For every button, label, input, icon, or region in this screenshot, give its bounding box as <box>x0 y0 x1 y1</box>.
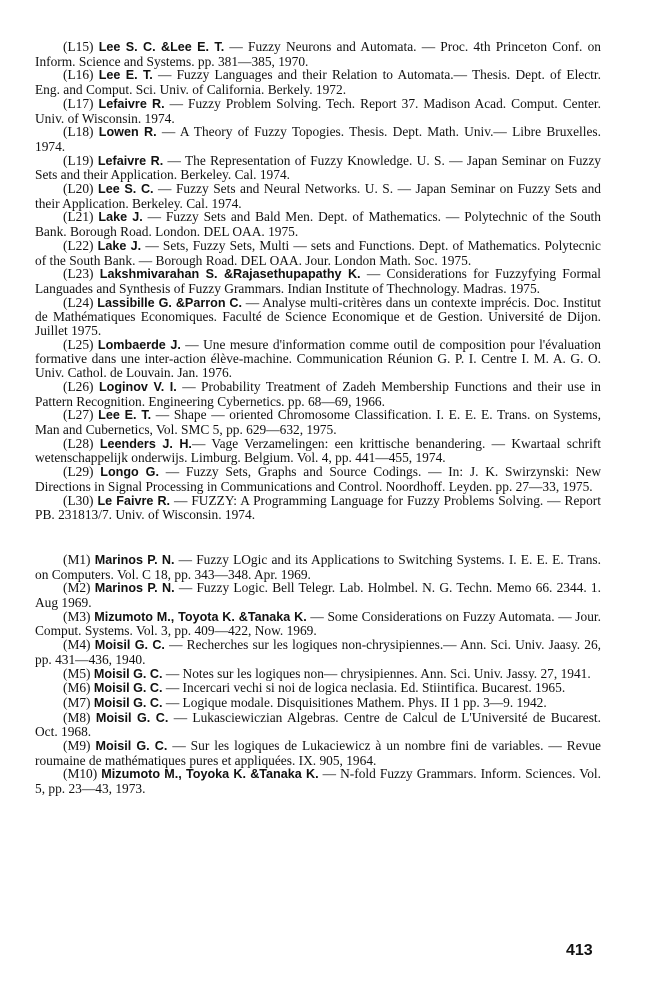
reference-authors: Lombaerde J. <box>97 337 181 352</box>
reference-entry <box>35 681 601 696</box>
reference-text: — Fuzzy LOgic and its Applications to Switching Systems. I. E. E. E. Trans. on Computers. Vol. C 18, pp. 343—348. Apr. 1969. <box>35 551 601 582</box>
reference-text: — Fuzzy Neurons and Automata. — Proc. 4th Princeton Conf. on Inform. Science and Systems. pp. 381—385, 1970. <box>35 39 601 69</box>
reference-authors: Lefaivre R. <box>97 153 164 168</box>
reference-authors: Lake J. <box>98 210 143 225</box>
reference-text: — Considerations for Fuzzyfying Formal Languades and Synthesis of Fuzzy Grammars. Indian Institute of Thechnology. Madras. 1975. <box>35 266 601 296</box>
references-section-m <box>35 553 601 796</box>
reference-authors: Moisil G. C. <box>95 739 168 754</box>
reference-authors: Loginov V. I. <box>98 379 177 394</box>
reference-authors: Lefaivre R. <box>98 96 165 111</box>
reference-text: — Lukasciewiczian Algebras. Centre de Calcul de L'Université de Bucarest. Oct. 1968. <box>35 709 601 740</box>
reference-entry <box>35 267 601 295</box>
reference-id: (M5) <box>63 665 91 681</box>
reference-authors: Mizumoto M., Toyoka K. &Tanaka K. <box>101 767 319 782</box>
reference-id: (M1) <box>63 551 91 567</box>
section-gap <box>35 522 601 553</box>
reference-entry <box>35 553 601 581</box>
reference-entry <box>35 767 601 795</box>
reference-text: — Logique modale. Disquisitiones Mathem. Phys. II 1 pp. 3—9. 1942. <box>162 694 547 710</box>
reference-text: — Fuzzy Logic. Bell Telegr. Lab. Holmbel. N. G. Techn. Memo 66. 2344. 1. Aug 1969. <box>35 580 601 611</box>
reference-entry <box>35 68 601 96</box>
reference-text: — Analyse multi-critères dans un contexte imprécis. Doc. Institut de Mathématiques Economiques. Faculté de Science Economique et de Gestion. Université de Dijon. Juillet 1975. <box>35 294 601 339</box>
reference-id: (L20) <box>63 181 94 197</box>
reference-authors: Lee E. T. <box>98 408 152 423</box>
reference-entry <box>35 154 601 182</box>
reference-entry <box>35 667 601 682</box>
reference-authors: Moisil G. C. <box>93 681 163 696</box>
reference-id: (L15) <box>63 39 94 54</box>
page-number: 413 <box>566 942 593 959</box>
reference-text: — Some Considerations on Fuzzy Automata. — Jour. Comput. Systems. Vol. 3, pp. 409—422, Now. 1969. <box>35 608 601 639</box>
reference-text: — Shape — oriented Chromosome Classification. I. E. E. E. Trans. on Systems, Man and Cubernetics, Vol. SMC 5, pp. 629—632, 1975. <box>35 407 601 437</box>
reference-entry <box>35 494 601 522</box>
reference-entry <box>35 711 601 739</box>
reference-text: — The Representation of Fuzzy Knowledge. U. S. — Japan Seminar on Fuzzy Sets and their Application. Berkeley. Cal. 1974. <box>35 152 601 183</box>
reference-authors: Longo G. <box>100 465 159 480</box>
reference-text: — Sets, Fuzzy Sets, Multi — sets and Functions. Dept. of Mathematics. Polytecnic of the South Bank. — Borough Road. DEL OAA. Jour. London Math. Soc. 1975. <box>35 237 601 268</box>
reference-authors: Mizumoto M., Toyota K. &Tanaka K. <box>94 609 307 624</box>
reference-id: (M2) <box>63 580 91 596</box>
reference-entry <box>35 696 601 711</box>
reference-id: (M9) <box>63 738 91 754</box>
reference-authors: Lee E. T. <box>98 68 153 83</box>
reference-text: — A Theory of Fuzzy Topogies. Thesis. Dept. Math. Univ.— Libre Bruxelles. 1974. <box>35 124 601 154</box>
reference-authors: Le Faivre R. <box>97 493 171 508</box>
reference-entry <box>35 182 601 210</box>
reference-entry <box>35 465 601 493</box>
reference-text: — Fuzzy Problem Solving. Tech. Report 37. Madison Acad. Comput. Center. Univ. of Wisconsin. 1974. <box>35 95 601 126</box>
bibliography-page <box>35 40 601 796</box>
reference-authors: Lowen R. <box>98 125 157 140</box>
reference-text: — Probability Treatment of Zadeh Membership Functions and their use in Pattern Recognition. Engineering Cybernetics. pp. 68—69, 1966. <box>35 378 601 409</box>
reference-id: (L16) <box>63 67 94 83</box>
reference-entry <box>35 739 601 767</box>
reference-id: (M3) <box>63 608 91 624</box>
reference-text: — Vage Verzamelingen: een krittische benandering. — Kwartaal schrift wetenschappelijk onderwijs. Limburg. Belgium. Vol. 4, pp. 441—455, 1974. <box>35 435 601 466</box>
reference-entry <box>35 210 601 238</box>
reference-entry <box>35 40 601 68</box>
reference-id: (M8) <box>63 709 91 725</box>
reference-entry <box>35 408 601 436</box>
reference-id: (L29) <box>63 464 94 480</box>
reference-id: (L18) <box>63 124 94 140</box>
reference-entry <box>35 338 601 380</box>
reference-entry <box>35 296 601 338</box>
reference-entry <box>35 638 601 666</box>
reference-text: — Recherches sur les logiques non-chrysipiennes.— Ann. Sci. Univ. Jaasy. 26, pp. 431—436, 1940. <box>35 637 601 667</box>
reference-text: — Sur les logiques de Lukaciewicz à un nombre fini de variables. — Revue roumaine de mathématiques pures et appliquées. IX. 905, 1964. <box>35 738 601 768</box>
reference-id: (L27) <box>63 407 94 423</box>
reference-authors: Marinos P. N. <box>94 552 175 567</box>
reference-id: (M4) <box>63 637 91 653</box>
reference-id: (M7) <box>63 694 91 710</box>
reference-id: (L22) <box>63 237 94 253</box>
reference-authors: Marinos P. N. <box>94 581 175 596</box>
reference-entry <box>35 125 601 153</box>
reference-authors: Moisil G. C. <box>94 638 165 653</box>
references-section-l <box>35 40 601 522</box>
reference-id: (L24) <box>63 294 94 310</box>
reference-authors: Lee S. C. &Lee E. T. <box>98 40 225 54</box>
reference-entry <box>35 97 601 125</box>
reference-text: — Fuzzy Sets and Bald Men. Dept. of Mathematics. — Polytechnic of the South Bank. Borough Road. London. DEL OAA. 1975. <box>35 209 601 240</box>
reference-id: (L17) <box>63 95 94 111</box>
reference-authors: Lakshmivarahan S. &Rajasethupapathy K. <box>99 267 361 282</box>
reference-text: — Incercari vechi si noi de logica neclasia. Ed. Stiintifica. Bucarest. 1965. <box>162 680 566 696</box>
reference-text: — Fuzzy Sets and Neural Networks. U. S. — Japan Seminar on Fuzzy Sets and their Application. Berkeley. Cal. 1974. <box>35 181 601 211</box>
reference-id: (L28) <box>63 435 94 451</box>
reference-authors: Moisil G. C. <box>93 695 163 710</box>
reference-text: — N-fold Fuzzy Grammars. Inform. Sciences. Vol. 5, pp. 23—43, 1973. <box>35 766 601 797</box>
reference-authors: Lassibille G. &Parron C. <box>97 295 243 310</box>
reference-id: (L30) <box>63 492 94 508</box>
reference-id: (L26) <box>63 378 94 394</box>
reference-entry <box>35 239 601 267</box>
reference-entry <box>35 581 601 609</box>
reference-id: (M6) <box>63 680 91 696</box>
reference-text: — Une mesure d'information comme outil de composition pour l'évaluation formative dans une inter-action élève-machine. Communication Réunion G. P. I. Centre I. M. A. G. O. Univ. Cathol. de Louvain. Jan. 1976. <box>35 336 601 381</box>
reference-id: (L23) <box>63 266 94 282</box>
reference-id: (L25) <box>63 336 94 352</box>
reference-entry <box>35 380 601 408</box>
reference-text: — FUZZY: A Programming Language for Fuzzy Problems Solving. — Report PB. 231813/7. Univ. of Wisconsin. 1974. <box>35 492 601 523</box>
reference-text: — Notes sur les logiques non— chrysipiennes. Ann. Sci. Univ. Jassy. 27, 1941. <box>162 665 591 681</box>
reference-id: (L21) <box>63 209 94 225</box>
reference-entry <box>35 437 601 465</box>
reference-id: (M10) <box>63 766 98 782</box>
reference-entry <box>35 610 601 638</box>
reference-id: (L19) <box>63 152 94 168</box>
reference-authors: Lake J. <box>97 238 142 253</box>
reference-text: — Fuzzy Sets, Graphs and Source Codings. — In: J. K. Swirzynski: New Directions in Signal Processing in Communications and Control. Noordhoff. Leyden. pp. 27—33, 1975. <box>35 464 602 494</box>
reference-authors: Leenders J. H. <box>99 436 192 451</box>
reference-authors: Moisil G. C. <box>95 710 169 725</box>
reference-text: — Fuzzy Languages and their Relation to Automata.— Thesis. Dept. of Electr. Eng. and Comput. Sci. Univ. of California. Berkely. 1972. <box>35 67 601 98</box>
reference-authors: Moisil G. C. <box>93 666 163 681</box>
reference-authors: Lee S. C. <box>98 182 154 197</box>
